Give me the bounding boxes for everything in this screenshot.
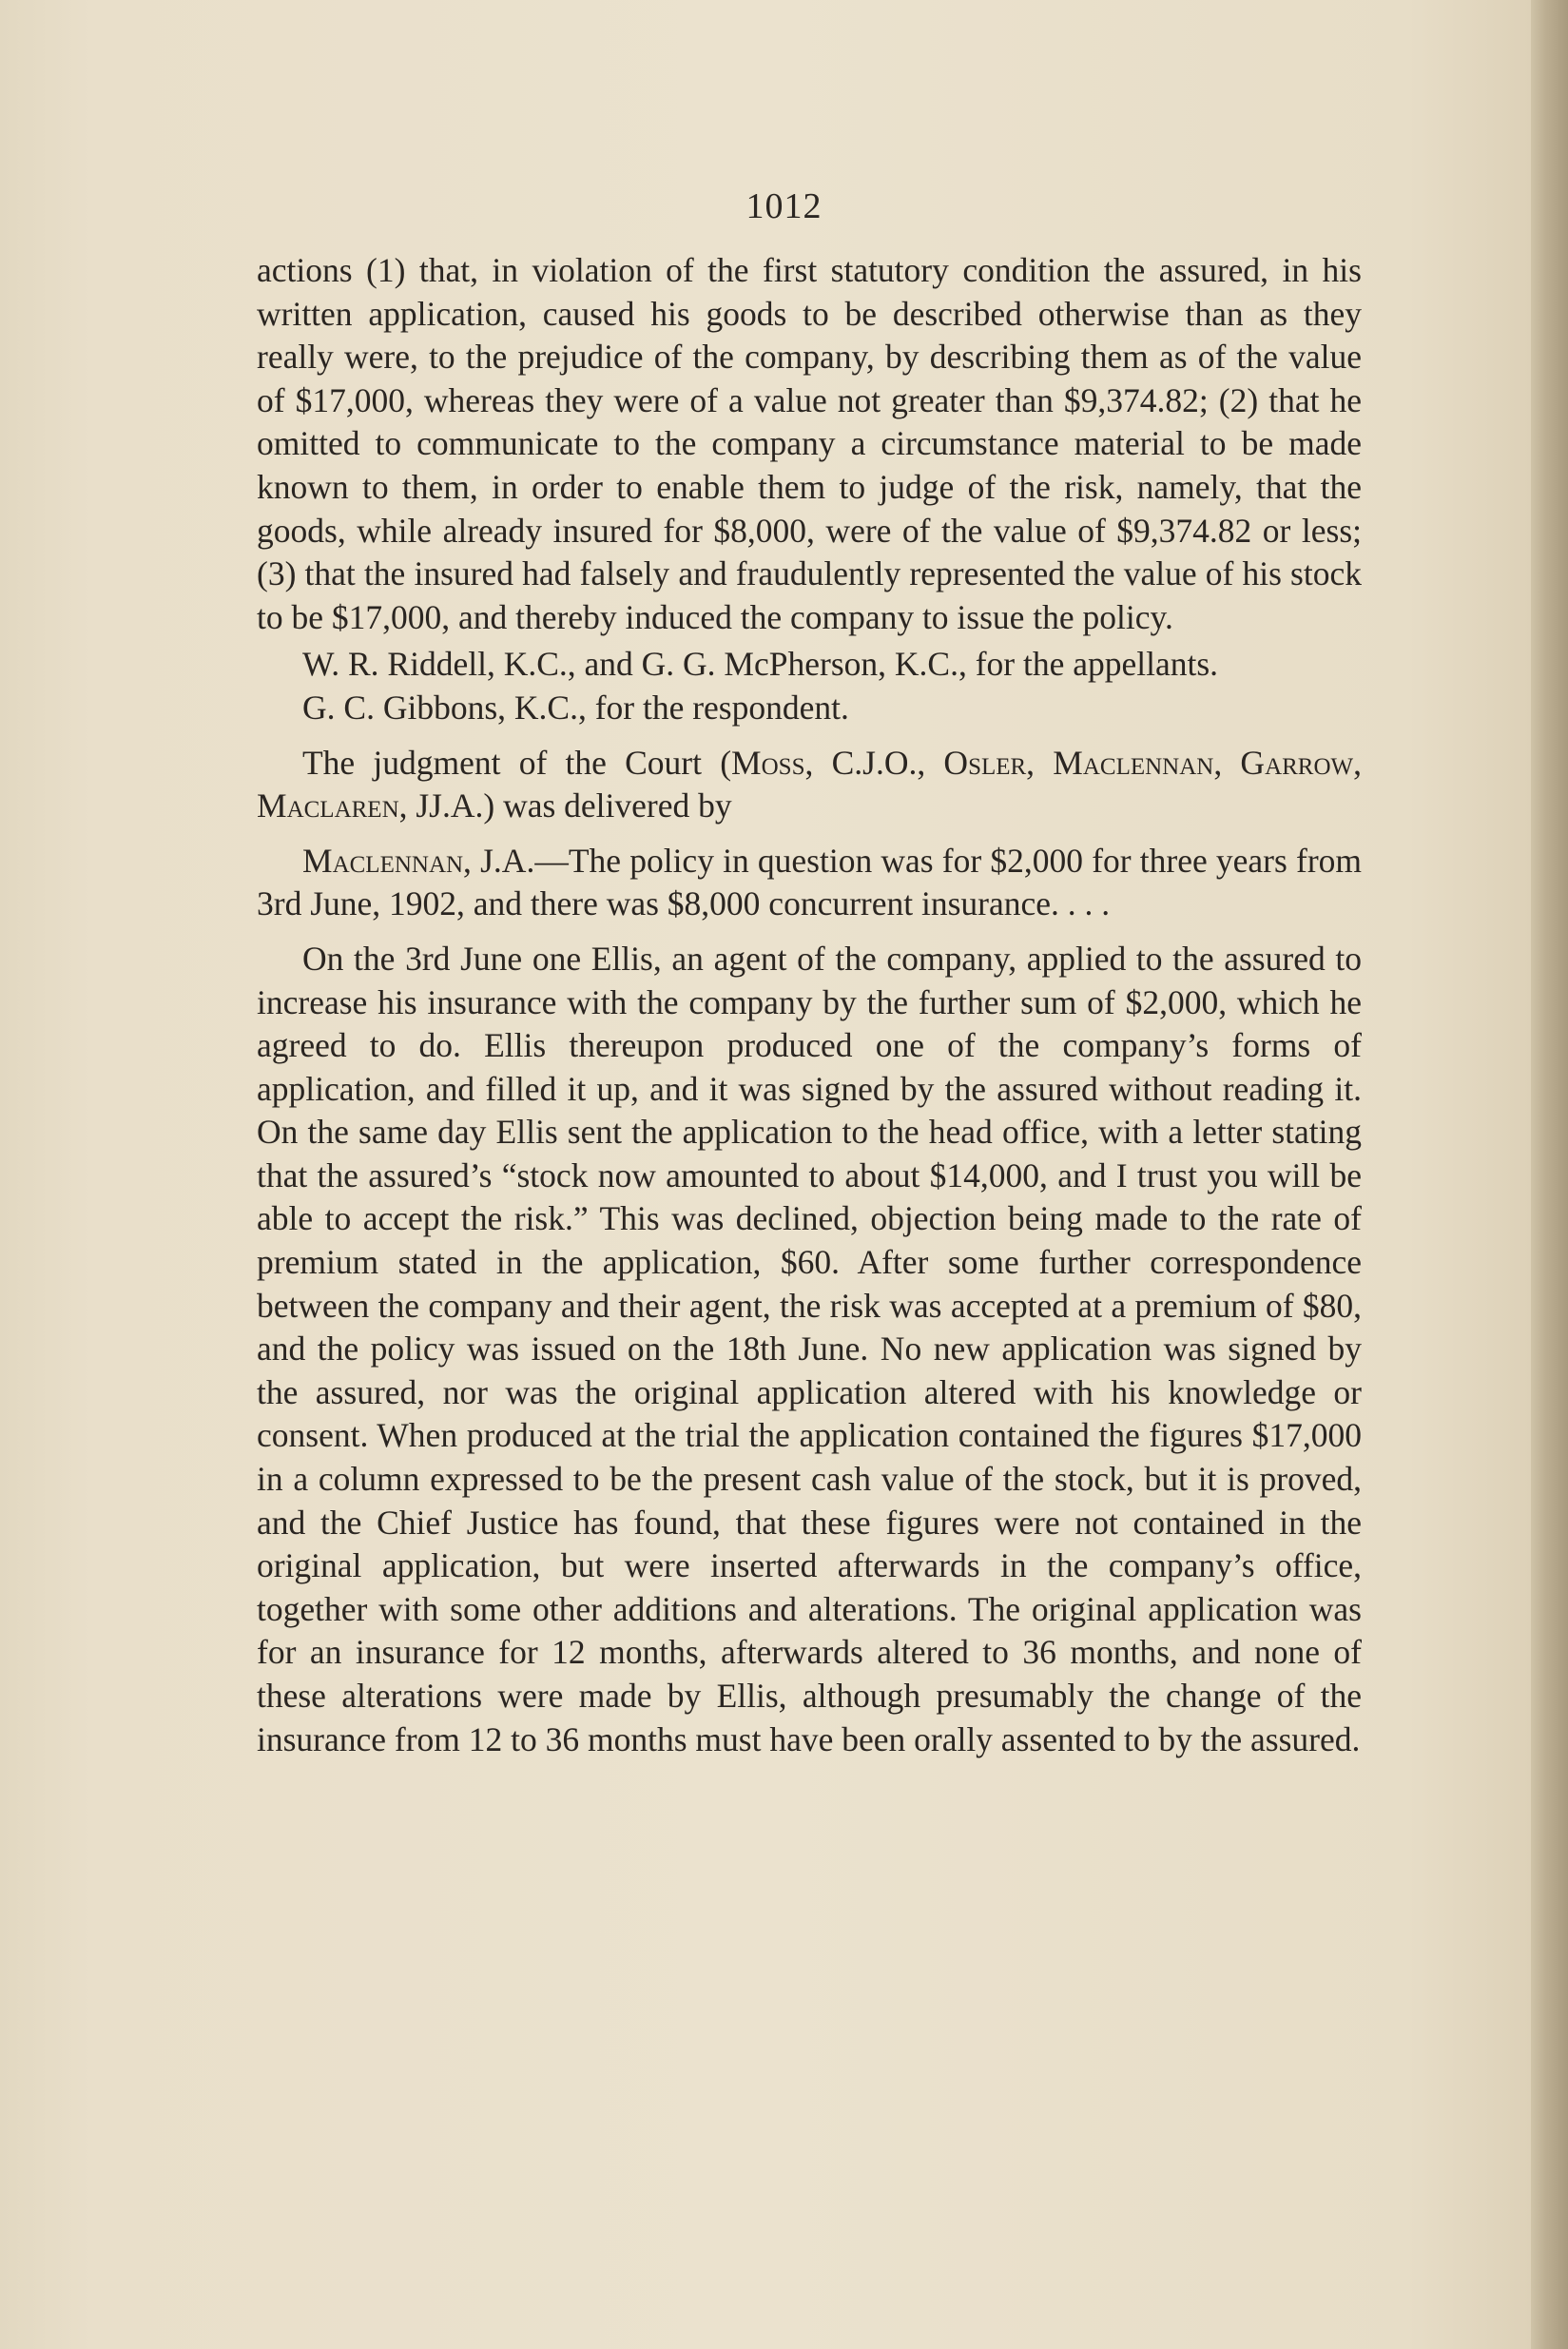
judgment-tail: ) was delivered by [483, 786, 732, 825]
paragraph-facts: On the 3rd June one Ellis, an agent of the company, applied to the assured to increase his insurance with the company by the further sum of $2,000, which he agreed to do. Ellis thereupon produced one of the company’s forms of application, and filled it up, and it was signed by the assured without reading it. On the same day Ellis sent the application to the head office, with a letter stating that the assured’s “stock now amounted to about $14,000, and I trust you will be able to accept the risk.” This was declined, objection being made to the rate of premium stated in the application, $60. After some further correspondence between the company and their agent, the risk was accepted at a premium of $80, and the policy was issued on the 18th June. No new application was signed by the assured, nor was the original application altered with his knowledge or consent. When produced at the trial the application contained the figures $17,000 in a column expressed to be the present cash value of the stock, but it is proved, and the Chief Justice has found, that these figures were not contained in the original application, but were inserted afterwards in the company’s office, together with some other additions and alterations. The original application was for an insurance for 12 months, afterwards altered to 36 months, and none of these alterations were made by Ellis, although presumably the change of the insurance from 12 to 36 months must have been orally assented to by the assured. [257, 939, 1362, 1758]
paragraph-maclennan-opening [257, 840, 1362, 926]
opening-text: —The policy in question was for $2,000 for three years from 3rd June, 1902, and there was $8,000 concurrent insurance. . . . [257, 841, 1362, 923]
paragraph-counsel-appellants: W. R. Riddell, K.C., and G. G. McPherson, K.C., for the appellants. [302, 645, 1219, 684]
judgment-lead: The judgment of the Court ( [302, 743, 732, 782]
body-text [257, 249, 1362, 1761]
paragraph-judgment-intro [257, 742, 1362, 828]
paragraph-charges: actions (1) that, in violation of the first statutory condition the assured, in his written application, caused his goods to be described otherwise than as they really were, to the prejudice of the company, by describing them as of the value of $17,000, whereas they were of a value not greater than $9,374.82; (2) that he omitted to communicate to the company a circumstance material to be made known to them, in order to enable them to judge of the risk, namely, that the goods, while already insured for $8,000, were of the value of $9,374.82 or less; (3) that the insured had falsely and fraudulently represented the value of his stock to be $17,000, and thereby induced the company to issue the policy. [257, 251, 1362, 636]
page-number: 1012 [745, 186, 823, 226]
judges-list: Moss, C.J.O., Osler, Maclennan, Garrow, Maclaren, JJ.A. [257, 743, 1363, 825]
paragraph-counsel-respondent: G. C. Gibbons, K.C., for the respondent. [302, 688, 849, 727]
speaker-name: Maclennan, J.A. [302, 841, 535, 880]
page-gutter [1531, 0, 1568, 2349]
